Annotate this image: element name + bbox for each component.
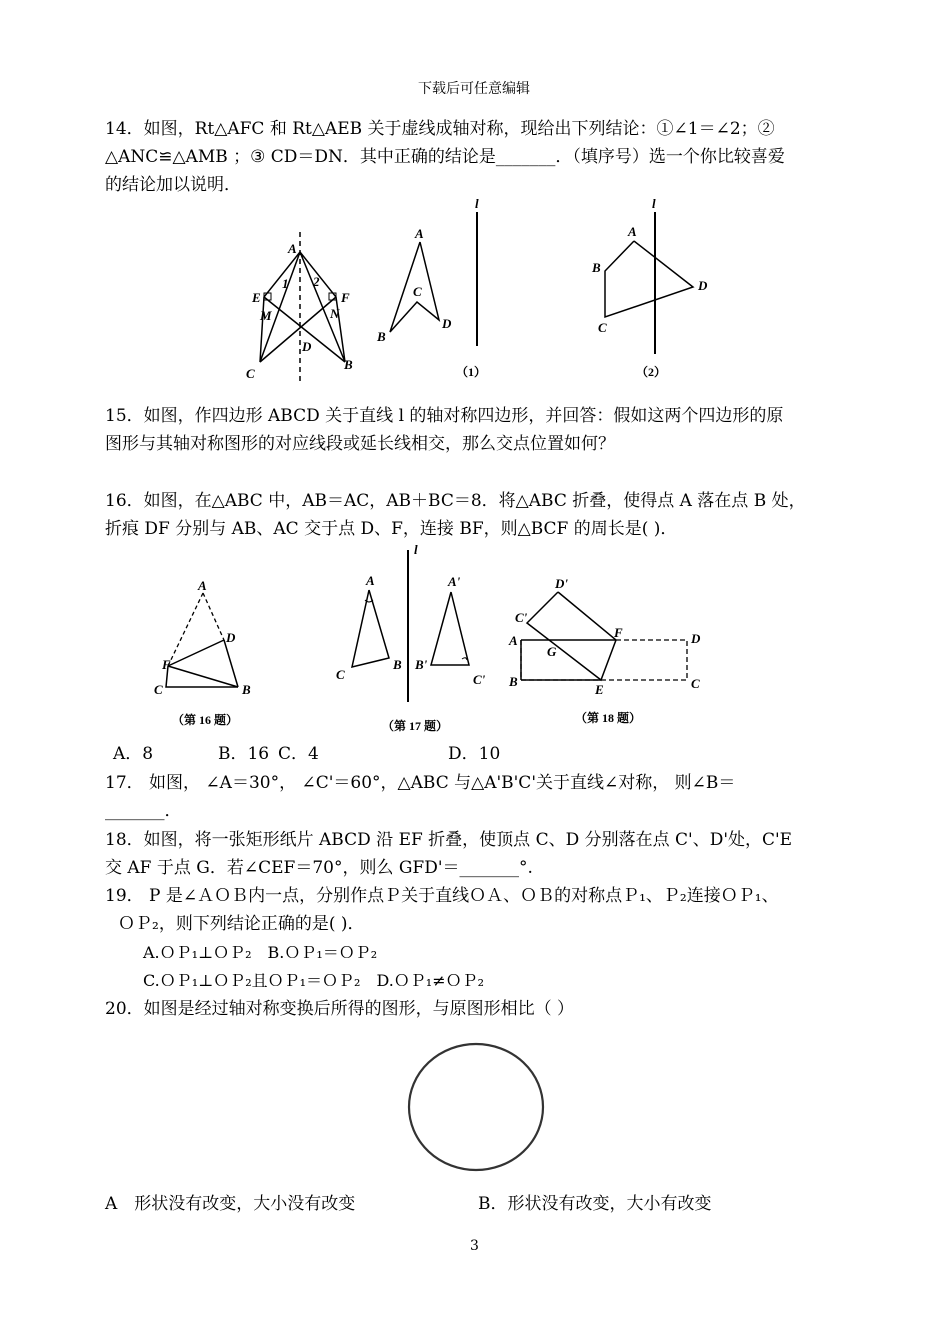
q18-line1: 18．如图，将一张矩形纸片 ABCD 沿 EF 折叠，使顶点 C、D 分别落在点 C'、D'处，C'E [105, 830, 793, 850]
fig17-caption: （第 17 题） [382, 719, 449, 733]
fig15a-label-l: l [475, 196, 479, 211]
fig17-label-A-prime: A' [448, 574, 461, 589]
q17-line2: _______． [105, 801, 182, 821]
fig17-label-A: A [366, 573, 375, 588]
q16-option-b: B．16 [218, 744, 270, 764]
fig16-label-B: B [242, 682, 251, 697]
fig15a-label-B: B [377, 329, 386, 344]
fig15b-label-A: A [628, 224, 637, 239]
fig16-label-C: C [154, 682, 163, 697]
fig18-label-F: F [614, 625, 623, 640]
fig14-label-E: E [252, 290, 261, 305]
q19-options-row2: C.ＯＰ₁⊥ＯＰ₂且ＯＰ₁＝ＯＰ₂ D.ＯＰ₁≠ＯＰ₂ [143, 971, 485, 990]
q14-line1: 14．如图，Rt△AFC 和 Rt△AEB 关于虚线成轴对称，现给出下列结论：①∠1＝∠2；② [105, 119, 775, 139]
fig17-label-C-prime: C' [473, 672, 486, 687]
fig18-label-G: G [547, 644, 557, 659]
fig15b-caption: （2） [636, 365, 667, 379]
q20-option-b: B．形状没有改变，大小有改变 [478, 1194, 712, 1214]
q16-option-d: D．10 [448, 744, 501, 764]
fig18-label-C-prime: C' [515, 610, 528, 625]
header-note: 下载后可任意编辑 [418, 81, 530, 97]
fig14-label-A: A [288, 241, 297, 256]
q16-option-a: A．8 [113, 744, 154, 764]
figure-18 [505, 570, 715, 730]
fig17-label-C: C [336, 667, 345, 682]
figure-15-2 [588, 198, 718, 380]
fig16-label-A: A [198, 578, 207, 593]
fig15b-label-l: l [652, 196, 656, 211]
q19-line1: 19． P 是∠ＡＯＢ内一点，分别作点Ｐ关于直线ＯＡ、ＯＢ的对称点Ｐ₁、Ｐ₂连接ＯＰ₁、 [105, 886, 779, 906]
fig18-label-D: D [691, 631, 701, 646]
q14-line3: 的结论加以说明． [105, 175, 241, 195]
q20-option-a: A 形状没有改变，大小没有改变 [105, 1194, 356, 1214]
q18-line2: 交 AF 于点 G．若∠CEF＝70°，则么 GFD'＝_______°. [105, 858, 533, 878]
fig16-label-D: D [226, 630, 236, 645]
fig18-label-E: E [595, 682, 604, 697]
q16-line1: 16．如图，在△ABC 中，AB＝AC，AB＋BC＝8．将△ABC 折叠，使得点 A 落在点 B 处， [105, 491, 806, 511]
q19-line2: ＯＰ₂，则下列结论正确的是( )． [118, 914, 365, 934]
fig14-label-F: F [341, 290, 350, 305]
fig18-label-B: B [509, 674, 518, 689]
fig17-label-l: l [414, 542, 418, 557]
q16-line2: 折痕 DF 分别与 AB、AC 交于点 D、F，连接 BF，则△BCF 的周长是( )． [105, 519, 678, 539]
fig17-label-B: B [393, 657, 402, 672]
fig18-label-C: C [691, 676, 700, 691]
fig15a-label-C: C [413, 284, 422, 299]
fig15b-label-B: B [592, 260, 601, 275]
fig15a-label-D: D [442, 316, 452, 331]
figure-15-1 [370, 198, 500, 380]
fig15a-caption: （1） [456, 365, 487, 379]
fig14-label-N: N [330, 306, 340, 321]
fig18-label-D-prime: D' [555, 576, 568, 591]
fig16-label-F: F [162, 657, 171, 672]
q15-line1: 15．如图，作四边形 ABCD 关于直线 l 的轴对称四边形，并回答：假如这两个四边形的原 [105, 406, 784, 426]
q20-line1: 20．如图是经过轴对称变换后所得的图形，与原图形相比（ ） [105, 999, 575, 1019]
figure-20-circle [405, 1040, 550, 1175]
q17-line1: 17． 如图， ∠A＝30°， ∠C'＝60°，△ABC 与△A'B'C'关于直线∠对称， 则∠B＝ [105, 773, 736, 793]
figure-17 [330, 540, 500, 735]
q14-line2: △ANC≌△AMB ；③ CD＝DN．其中正确的结论是_______．（填序号）选一个你比较喜爱 [105, 147, 785, 167]
fig14-label-M: M [260, 308, 272, 323]
fig14-label-B: B [344, 357, 353, 372]
q15-line2: 图形与其轴对称图形的对应线段或延长线相交，那么交点位置如何？ [105, 434, 615, 454]
figure-14 [240, 232, 370, 387]
q16-option-c: C．4 [278, 744, 319, 764]
fig15b-label-C: C [598, 320, 607, 335]
page-number: 3 [470, 1238, 479, 1254]
q19-options-row1: A.ＯＰ₁⊥ＯＰ₂ B.ＯＰ₁＝ＯＰ₂ [143, 943, 378, 962]
figure-16 [148, 578, 263, 730]
fig14-label-2: 2 [313, 274, 320, 289]
fig14-label-1: 1 [282, 276, 289, 291]
fig17-label-B-prime: B' [415, 657, 428, 672]
fig15a-label-A: A [415, 226, 424, 241]
fig15b-label-D: D [698, 278, 708, 293]
fig14-label-D: D [302, 339, 312, 354]
fig14-label-C: C [246, 366, 255, 381]
fig18-caption: （第 18 题） [575, 711, 642, 725]
fig18-label-A: A [509, 633, 518, 648]
fig16-caption: （第 16 题） [172, 713, 239, 727]
